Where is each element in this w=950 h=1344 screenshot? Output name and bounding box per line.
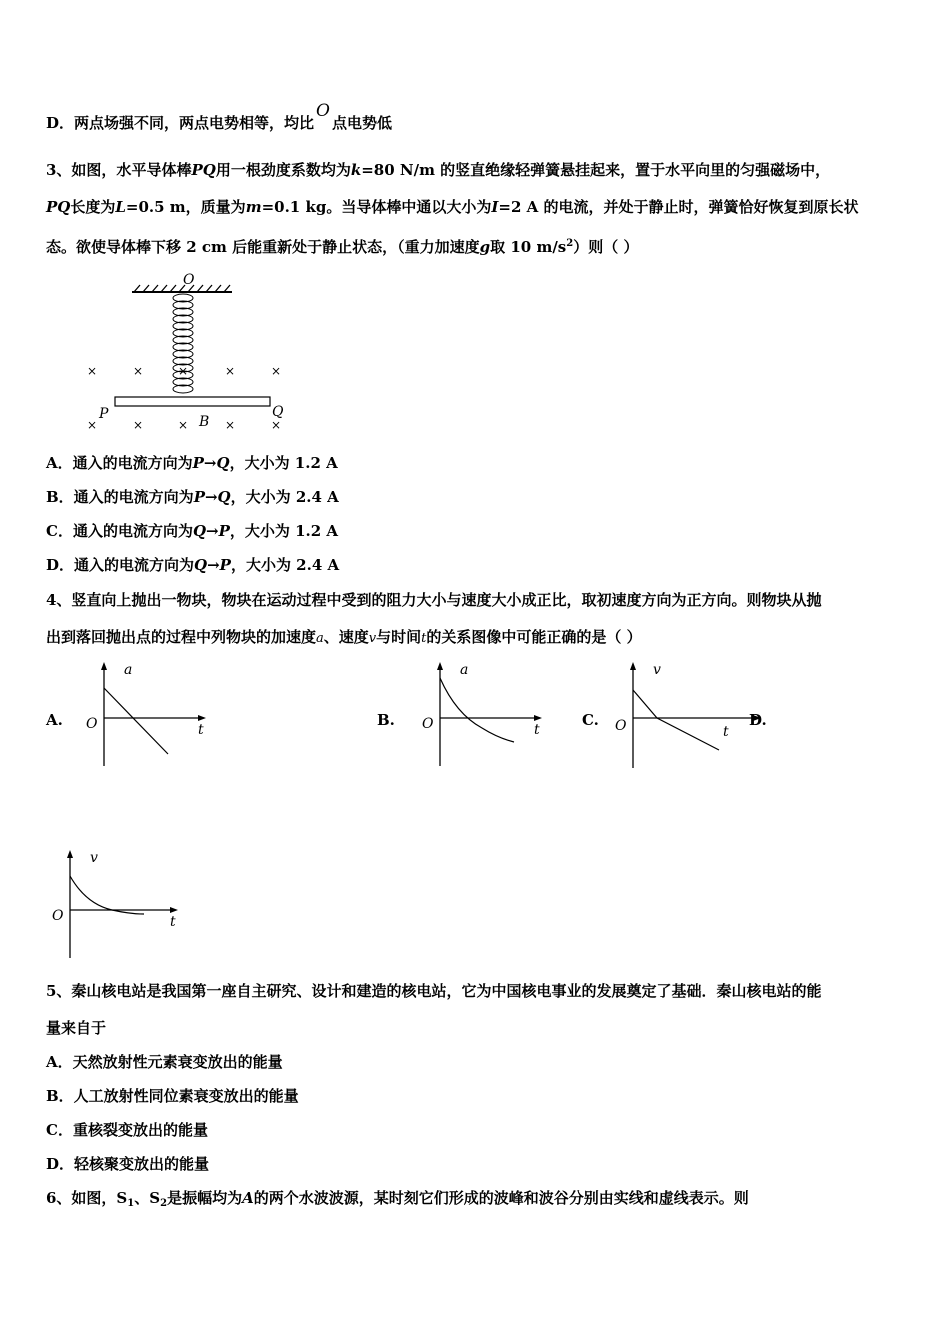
q5-stem-line-1: 5、秦山核电站是我国第一座自主研究、设计和建造的核电站，它为中国核电事业的发展奠定了基础．秦山核电站的能 [46, 982, 822, 1000]
x-axis-label: t [170, 914, 176, 930]
text: =2 A 的电流，并处于静止时，弹簧恰好恢复到原长状 [498, 198, 859, 216]
q3-option-d[interactable] [46, 555, 339, 575]
svg-text:×: × [224, 418, 236, 432]
q6-stem [46, 1188, 749, 1214]
q3-spring-rod-figure [80, 268, 300, 438]
option-label: D．通入的电流方向为 [46, 556, 195, 574]
text: 3、如图，水平导体棒 [46, 161, 192, 179]
q3-stem-line-3 [46, 234, 638, 257]
origin-label: O [615, 718, 627, 734]
q4-graph-b[interactable] [418, 660, 548, 770]
superscript: 2 [566, 238, 574, 249]
q3-option-b[interactable] [46, 487, 339, 507]
option-label: B．通入的电流方向为 [46, 488, 194, 506]
q4-option-a-label[interactable]: A. [46, 711, 63, 729]
option-direction: P→Q [192, 454, 230, 472]
x-axis-label: t [534, 722, 540, 738]
q5-option-b[interactable]: B．人工放射性同位素衰变放出的能量 [46, 1087, 299, 1105]
var-i: I [491, 198, 499, 216]
option-direction: P→Q [193, 488, 231, 506]
graph-curve [440, 678, 514, 742]
y-axis-label: a [124, 662, 133, 678]
var-pq: PQ [191, 161, 216, 179]
option-direction: Q→P [192, 522, 230, 540]
label-b: B [199, 414, 210, 430]
label-o: O [183, 272, 195, 288]
q5-option-c[interactable]: C．重核裂变放出的能量 [46, 1121, 208, 1139]
q4-stem-line-2 [46, 627, 642, 649]
q5-option-d[interactable]: D．轻核聚变放出的能量 [46, 1155, 210, 1173]
graph-line [633, 690, 719, 750]
subscript: 1 [127, 1198, 135, 1209]
point-o-symbol: O [316, 101, 330, 121]
svg-text:×: × [270, 364, 282, 378]
graph-curve [70, 876, 144, 914]
origin-label: O [422, 716, 434, 732]
text: 长度为 [70, 198, 116, 216]
text: 与时间 [376, 628, 422, 646]
q4-option-d-label[interactable]: D. [749, 711, 767, 729]
q2-option-d-suffix: 点电势低 [331, 114, 392, 132]
text: 用一根劲度系数均为 [215, 161, 351, 179]
q4-graph-d[interactable] [48, 848, 188, 960]
var-pq: PQ [46, 198, 71, 216]
y-axis-label: a [460, 662, 469, 678]
origin-label: O [52, 908, 64, 924]
option-tail: ，大小为 2.4 A [230, 488, 339, 506]
q3-stem-line-2 [46, 197, 858, 217]
var-a: a [316, 631, 324, 646]
var-l: L [115, 198, 126, 216]
label-q: Q [272, 404, 284, 420]
svg-text:×: × [132, 364, 144, 378]
conductor-rod [115, 397, 270, 406]
var-m: m [245, 198, 262, 216]
text: =0.1 kg。当导体棒中通以大小为 [261, 198, 492, 216]
label-p: P [99, 406, 109, 422]
text: 态。欲使导体棒下移 2 cm 后能重新处于静止状态，（重力加速度 [46, 238, 480, 256]
q2-option-d [46, 101, 392, 133]
q4-graph-a[interactable] [82, 660, 212, 770]
q3-option-c[interactable] [46, 521, 338, 541]
origin-label: O [86, 716, 98, 732]
svg-text:×: × [86, 364, 98, 378]
q3-stem-line-1 [46, 160, 830, 180]
text: 的关系图像中可能正确的是（ ） [426, 628, 642, 646]
q5-option-a[interactable]: A．天然放射性元素衰变放出的能量 [46, 1053, 283, 1071]
svg-text:×: × [86, 418, 98, 432]
var-t: t [421, 631, 427, 646]
var-k: k [350, 161, 362, 179]
text: 取 10 m/s [490, 238, 567, 256]
q2-option-d-prefix: D．两点场强不同，两点电势相等，均比 [46, 114, 315, 132]
text: 出到落回抛出点的过程中列物块的加速度 [46, 628, 317, 646]
svg-text:×: × [177, 418, 189, 432]
subscript: 2 [160, 1198, 168, 1209]
text: 是振幅均为 [167, 1189, 243, 1207]
var-a: A [242, 1189, 254, 1207]
q5-stem-line-2: 量来自于 [46, 1019, 107, 1037]
text: =0.5 m，质量为 [125, 198, 246, 216]
text: ）则（ ） [573, 238, 639, 256]
q4-option-c-label[interactable]: C. [582, 711, 599, 729]
option-tail: ，大小为 1.2 A [229, 454, 338, 472]
text: 6、如图，S [46, 1189, 128, 1207]
text: 、速度 [323, 628, 369, 646]
var-g: g [479, 238, 491, 256]
option-tail: ，大小为 2.4 A [230, 556, 340, 574]
y-axis-label: v [653, 662, 661, 678]
text: 、S [134, 1189, 161, 1207]
q3-option-a[interactable] [46, 453, 338, 473]
spring [173, 294, 193, 393]
graph-line [104, 688, 168, 754]
x-axis-label: t [723, 724, 729, 740]
svg-text:×: × [177, 364, 189, 378]
q4-graph-c[interactable] [611, 660, 771, 770]
y-axis-label: v [90, 850, 98, 866]
x-axis-label: t [198, 722, 204, 738]
option-direction: Q→P [194, 556, 231, 574]
q4-option-b-label[interactable]: B. [377, 711, 395, 729]
option-label: C．通入的电流方向为 [46, 522, 193, 540]
text: =80 N/m 的竖直绝缘轻弹簧悬挂起来，置于水平向里的匀强磁场中， [361, 161, 831, 179]
text: 的两个水波波源，某时刻它们形成的波峰和波谷分别由实线和虚线表示。则 [253, 1189, 749, 1207]
q4-stem-line-1: 4、竖直向上抛出一物块，物块在运动过程中受到的阻力大小与速度大小成正比，取初速度方向为正方向。则物块从抛 [46, 591, 822, 609]
var-v: v [368, 631, 377, 646]
option-tail: ，大小为 1.2 A [229, 522, 339, 540]
option-label: A．通入的电流方向为 [46, 454, 193, 472]
svg-text:×: × [224, 364, 236, 378]
svg-text:×: × [132, 418, 144, 432]
svg-text:×: × [270, 418, 282, 432]
